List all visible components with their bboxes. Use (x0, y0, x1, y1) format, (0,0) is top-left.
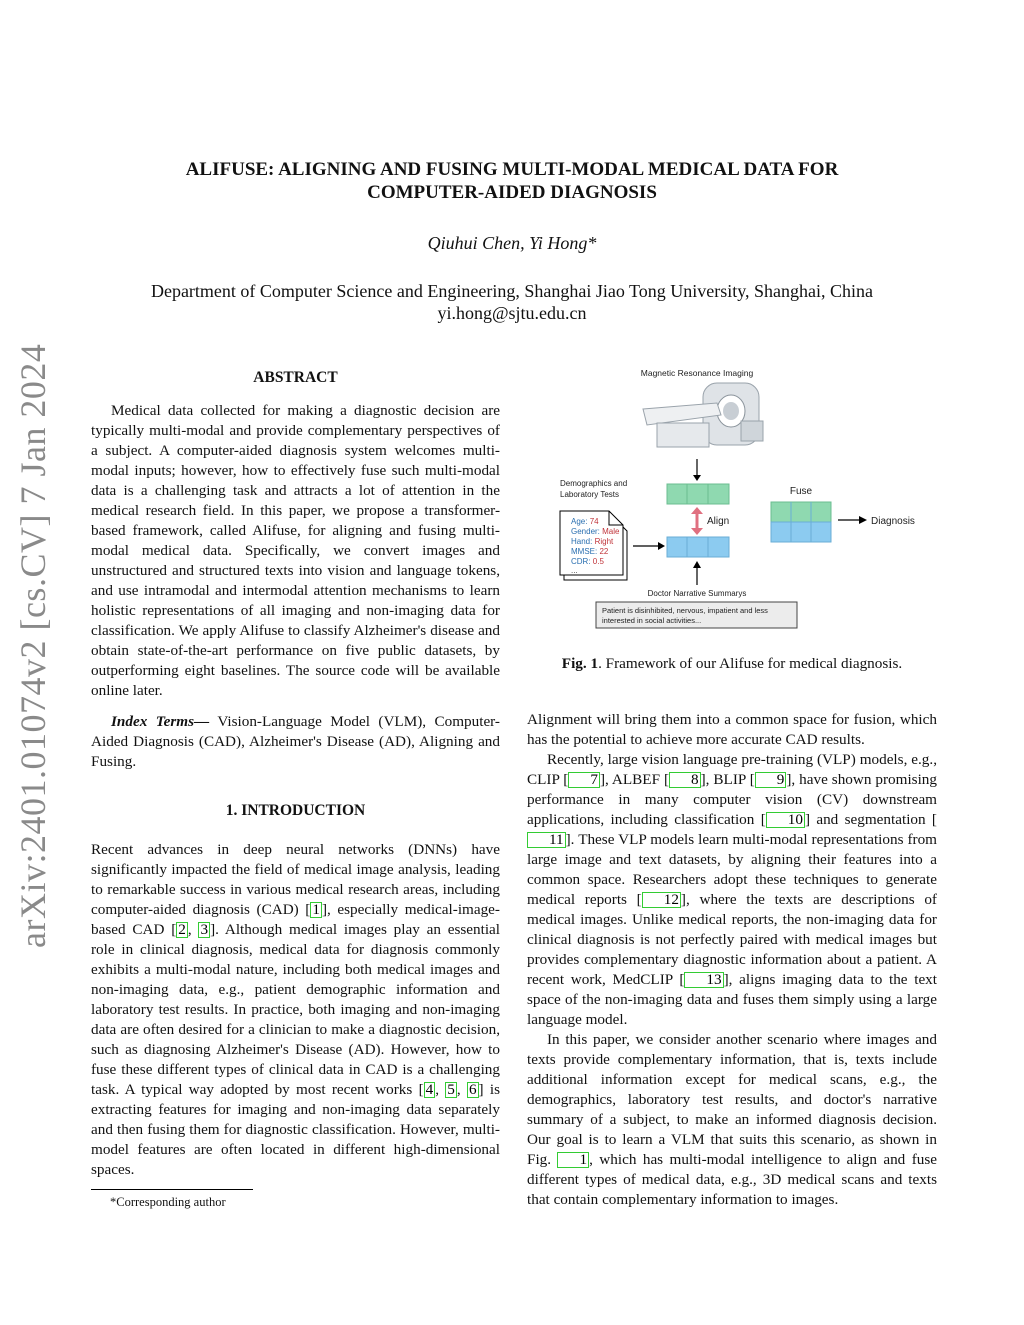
demographics-label: Demographics and (560, 479, 628, 488)
align-label: Align (707, 516, 730, 527)
right-paragraph-2 (527, 750, 937, 1030)
right-text: ], ALBEF [ (599, 771, 670, 788)
intro-heading: 1. INTRODUCTION (225, 802, 366, 819)
right-text: ], have shown promising performance in many computer vision (CV) downstream applications, including classification [ (527, 771, 937, 828)
mri-scanner-icon (643, 383, 763, 447)
diagnosis-label: Diagnosis (871, 516, 915, 527)
title-line-1: ALIFUSE: ALIGNING AND FUSING MULTI-MODAL MEDICAL DATA FOR (185, 159, 839, 180)
right-text: ], where the texts are descriptions of medical images. Unlike medical reports, the non-imaging data for clinical diagnosis is not perfectly paired with medical images but provides complementary diagnostic information about a patient. A recent work, MedCLIP [ (527, 891, 937, 988)
hand-entry: Hand: Right (571, 537, 614, 546)
citation-link[interactable]: 8 (669, 772, 701, 788)
abstract-heading: ABSTRACT (253, 369, 338, 386)
figure-link[interactable]: 1 (557, 1152, 589, 1168)
intro-text-2: ], especially medical-image-based CAD [ (91, 901, 500, 938)
intro-text-4: ] is extracting features for imaging and non-imaging data separately and then fusing them for diagnostic classification. However, multi-model features are often located in different high-dimensional spaces. (91, 1081, 500, 1178)
footnote-rule (91, 1189, 253, 1190)
gender-entry: Gender: Male (571, 527, 620, 536)
citation-link[interactable]: 5 (447, 1081, 455, 1098)
narrative-label: Doctor Narrative Summarys (647, 589, 747, 598)
right-column (527, 710, 937, 1210)
citation-link[interactable]: 2 (178, 921, 186, 938)
title-line-2: COMPUTER-AIDED DIAGNOSIS (367, 182, 657, 203)
lab-tests-label: Laboratory Tests (560, 490, 619, 499)
citation-link[interactable]: 3 (200, 921, 209, 938)
caption-label: Fig. 1 (561, 655, 599, 672)
vision-tokens (667, 484, 729, 504)
right-text: , which has multi-modal intelligence to align and fuse different types of medical data, e.g., 3D medical scans and texts that contain complementary information to images. (527, 1151, 937, 1208)
citation-link[interactable]: 10 (766, 812, 805, 828)
align-arrow-icon (691, 507, 703, 535)
citation-link[interactable]: 4 (425, 1081, 434, 1098)
citation-link[interactable]: 1 (312, 901, 320, 918)
right-text: ], BLIP [ (700, 771, 755, 788)
right-text: Recently, large vision language pre-training (VLP) models, e.g., CLIP [ (527, 751, 937, 788)
age-entry: Age: 74 (571, 517, 599, 526)
arrow-head (859, 516, 867, 524)
right-paragraph-1: Alignment will bring them into a common space for fusion, which has the potential to achieve more accurate CAD results. (527, 711, 937, 748)
narrative-line-2: interested in social activities... (602, 616, 702, 625)
abstract-text: Medical data collected for making a diagnostic decision are typically multi-modal and provide complementary perspectives of a subject. A computer-aided diagnosis system welcomes multi-modal inputs; however, how to effectively fuse such multi-modal data is a challenging task and attracts a lot of attention in the medical research field. In this paper, we propose a transformer-based framework, called Alifuse, for aligning and fusing multi-modal medical data. Specifically, we convert images and unstructured and structured texts into vision and language tokens, and use intramodal and intermodal attention mechanisms to learn holistic representations of all imaging and non-imaging data for classification. We apply Alifuse to classify Alzheimer's disease and obtain state-of-the-art performance on five public datasets, by outperforming eight baselines. The source code will be available online later. (91, 402, 500, 699)
authors: Qiuhui Chen, Yi Hong* (427, 233, 597, 253)
narrative-line-1: Patient is disinhibited, nervous, impatient and less (602, 606, 768, 615)
affiliation: Department of Computer Science and Engineering, Shanghai Jiao Tong University, Shanghai, China (150, 281, 874, 301)
framework-diagram (555, 365, 955, 640)
arxiv-stamp: arXiv:2401.01074v2 [cs.CV] 7 Jan 2024 (13, 343, 53, 948)
arrow-head (693, 561, 701, 568)
mmse-entry: MMSE: 22 (571, 547, 609, 556)
citation-link[interactable]: 7 (568, 772, 600, 788)
citation-link[interactable]: 13 (684, 972, 723, 988)
intro-paragraph: Recent advances in deep neural networks (DNNs) have significantly impacted the field of medical image analysis, leading to remarkable success in various medical research areas, including computer-aided diagnosis (CAD) [ 1 ], especially medical-image-based CAD [ 2 , 3 ]. Although medical images play an essential role in clinical diagnosis, medical data for diagnosis commonly exhibits a multi-modal nature, including both medical images and non-imaging data, e.g., patient demographic information and laboratory test results. In practice, both imaging and non-imaging data are often desired for a clinician to make a diagnostic decision, such as diagnosing Alzheimer's Disease (AD). However, how to fuse these different types of clinical data in CAD is a challenging task. A typical way adopted by most recent works [ 4 , 5 , 6 ] is extracting features for imaging and non-imaging data separately and then fusing them for diagnostic classification. However, multi-model features are often located in different high-dimensional spaces. (91, 841, 501, 1178)
footnote: *Corresponding author (110, 1195, 226, 1209)
citation-link[interactable]: 12 (642, 892, 681, 908)
arrow-head (658, 542, 665, 550)
index-terms-text: Vision-Language Model (VLM), Computer-Aided Diagnosis (CAD), Alzheimer's Disease (AD), Aligning and Fusing. (91, 713, 500, 770)
email[interactable]: yi.hong@sjtu.edu.cn (437, 303, 587, 323)
right-text: ] and segmentation [ (804, 811, 937, 828)
affiliation-block (0, 280, 1024, 324)
arrow-head (693, 475, 701, 481)
citation-link[interactable]: 6 (468, 1081, 477, 1098)
language-tokens (667, 537, 729, 557)
index-terms-label: Index Terms— (111, 713, 210, 730)
left-column (91, 368, 500, 1180)
cdr-entry: CDR: 0.5 (571, 557, 604, 566)
right-text: ], aligns imaging data to the text space of the non-imaging data and fuses them simply using a large language model. (527, 971, 937, 1028)
figure-1 (555, 365, 955, 640)
figure-caption (527, 655, 937, 673)
intro-text-3: ]. Although medical images play an essential role in clinical diagnosis, medical data for diagnosis commonly exhibits a multi-modal nature, including both medical images and non-imaging data, e.g., patient demographic information and laboratory test results. In practice, both imaging and non-imaging data are often desired for a clinician to make a diagnostic decision, such as diagnosing Alzheimer's Disease (AD). However, how to fuse these different types of clinical data in CAD is a challenging task. A typical way adopted by most recent works [ (91, 921, 501, 1098)
fused-tokens (771, 502, 831, 542)
fuse-label: Fuse (789, 486, 813, 497)
paper-title (0, 158, 1024, 204)
intro-text-1: Recent advances in deep neural networks (DNNs) have significantly impacted the field of medical image analysis, leading to remarkable success in various medical research areas, including computer-aided diagnosis (CAD) [ (91, 841, 500, 918)
ellipsis: ... (571, 566, 578, 575)
right-text: In this paper, we consider another scenario where images and texts provide complementary information, that is, texts include additional information except for medical scans, e.g., the demographics, laboratory test results, and doctor's narrative summary of a subject, to make an informed diagnosis decision. Our goal is to learn a VLM that suits this scenario, as shown in Fig. (527, 1031, 937, 1168)
right-text: ]. These VLP models learn multi-modal representations from large image and text datasets, by aligning their features into a common space. Researchers adopt these techniques to generate medical reports [ (527, 831, 937, 908)
mri-label: Magnetic Resonance Imaging (640, 368, 754, 378)
caption-text: . Framework of our Alifuse for medical diagnosis. (598, 655, 903, 672)
right-paragraph-3 (527, 1030, 937, 1210)
citation-link[interactable]: 9 (755, 772, 787, 788)
index-terms (91, 712, 500, 772)
citation-link[interactable]: 11 (527, 832, 566, 848)
